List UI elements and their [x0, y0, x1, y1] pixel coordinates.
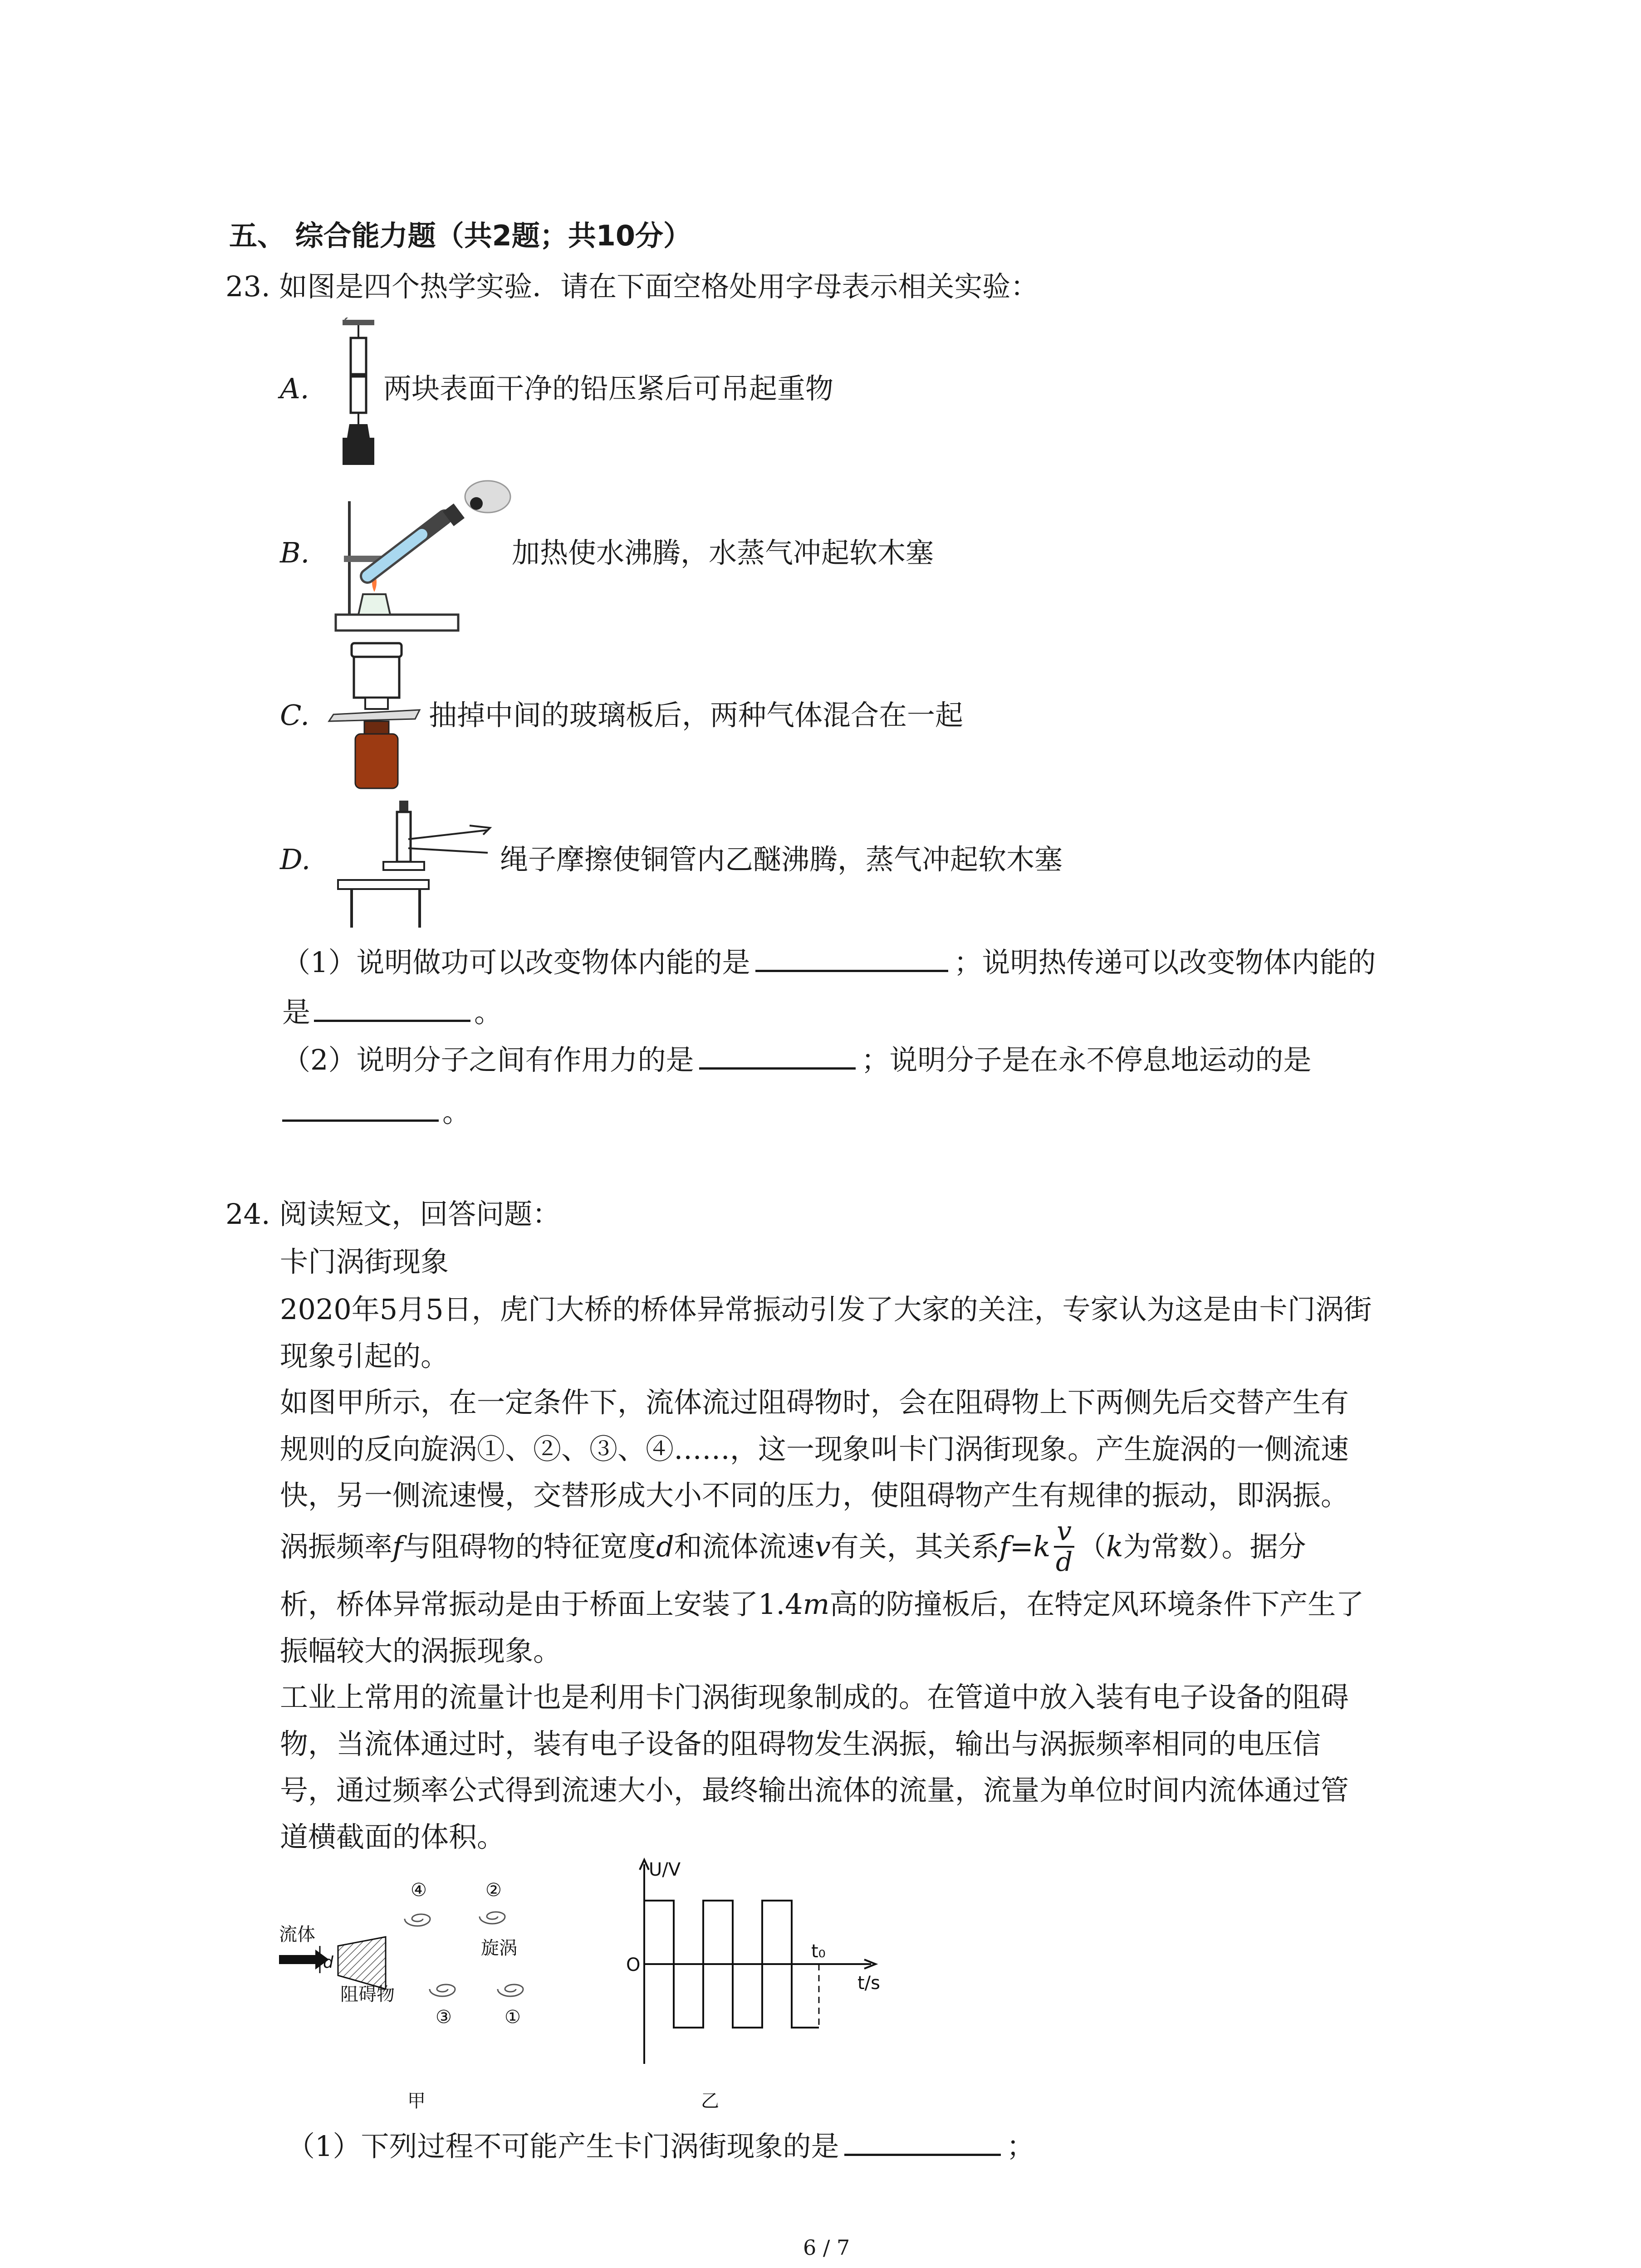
option-c-text: 抽掉中间的玻璃板后，两种气体混合在一起: [429, 699, 964, 732]
vortex-4-label: ④: [411, 1880, 427, 1901]
t0-label: t₀: [811, 1941, 826, 1962]
figure-yi-caption: 乙: [701, 2091, 719, 2112]
p2-l5-b: 高的防撞板后，在特定风环境条件下产生了: [829, 1588, 1364, 1621]
p2-text-a: 涡振频率: [280, 1530, 393, 1563]
q23-sub1-line: [282, 943, 1376, 979]
option-c-letter: C.: [280, 699, 309, 732]
rope-friction-copper-tube-icon: [333, 798, 506, 930]
flow-arrow-icon: [279, 1950, 329, 1970]
obstacle-label: 阻碍物: [340, 1984, 395, 2005]
vortex-3-icon: [430, 1984, 455, 1996]
figure-yi-voltage-square-wave: [617, 1855, 898, 2118]
passage-p2-line5: [280, 1588, 1364, 1621]
fraction-denominator: d: [1056, 1546, 1073, 1577]
vortex-4-icon: [405, 1914, 430, 1926]
y-axis-label: U/V: [649, 1859, 681, 1880]
fluid-label: 流体: [279, 1924, 315, 1945]
x-axis-label: t/s: [857, 1973, 880, 1994]
passage-title: 卡门涡街现象: [280, 1245, 449, 1278]
option-a-letter: A.: [280, 372, 309, 405]
var-k: k: [1106, 1530, 1123, 1563]
vortex-3-label: ③: [436, 2007, 452, 2028]
option-a-text: 两块表面干净的铅压紧后可吊起重物: [383, 372, 834, 405]
unit-m: m: [803, 1588, 830, 1621]
q23-sub1-line2: [282, 993, 502, 1029]
vortex-2-label: ②: [485, 1880, 502, 1901]
q24-sub1-blank[interactable]: [844, 2127, 1001, 2156]
option-d-letter: D.: [280, 843, 311, 876]
q23-sub1-text-b: ；说明热传递可以改变物体内能的: [954, 946, 1376, 979]
formula-equals: =: [1009, 1530, 1034, 1563]
lead-blocks-hanging-weight-icon: [333, 318, 383, 472]
figure-jia-caption: 甲: [407, 2091, 426, 2112]
q23-sub2-blank-force[interactable]: [699, 1041, 856, 1070]
question-24-stem: 24. 阅读短文，回答问题：: [225, 1198, 561, 1231]
passage-p3-line4: 道横截面的体积。: [280, 1820, 505, 1853]
passage-p3-line2: 物，当流体通过时，装有电子设备的阻碍物发生涡振，输出与涡振频率相同的电压信: [280, 1727, 1321, 1760]
passage-p2-line1: 如图甲所示，在一定条件下，流体流过阻碍物时，会在阻碍物上下两侧先后交替产生有: [280, 1386, 1349, 1419]
passage-p1-line2: 现象引起的。: [280, 1339, 449, 1373]
formula-f: f: [999, 1530, 1010, 1563]
q23-sub2-line2: [282, 1093, 470, 1129]
q24-sub1-line: [287, 2127, 1034, 2163]
q23-sub1-text-c: 是: [282, 996, 311, 1029]
passage-p2-line2: 规则的反向旋涡①、②、③、④……，这一现象叫卡门涡街现象。产生旋涡的一侧流速: [280, 1432, 1349, 1466]
vortex-1-icon: [498, 1984, 523, 1996]
passage-p2-line6: 振幅较大的涡振现象。: [280, 1634, 562, 1667]
option-b-letter: B.: [280, 536, 310, 569]
vortex-1-label: ①: [505, 2007, 521, 2028]
fraction-numerator: v: [1054, 1517, 1074, 1548]
passage-p2-line4: [280, 1513, 1306, 1581]
option-b-text: 加热使水沸腾，水蒸气冲起软木塞: [512, 536, 934, 569]
p2-l5-a: 析，桥体异常振动是由于桥面上安装了1.4: [280, 1588, 803, 1621]
gas-jars-diffusion-icon: [324, 640, 433, 794]
option-d-text: 绳子摩擦使铜管内乙醚沸腾，蒸气冲起软木塞: [500, 843, 1063, 876]
q23-sub2-text-b: ；说明分子是在永不停息地运动的是: [861, 1043, 1312, 1076]
page-number: 6 / 7: [803, 2235, 850, 2260]
q23-sub1-end: 。: [474, 996, 503, 1029]
q23-sub2-end: 。: [442, 1095, 471, 1129]
p2-text-e: 有关，其关系: [830, 1530, 999, 1563]
obstacle-shape: [338, 1937, 386, 1989]
question-23-stem: 23. 如图是四个热学实验．请在下面空格处用字母表示相关实验：: [225, 270, 1039, 303]
origin-label: O: [626, 1955, 641, 1975]
q23-sub2-line: [282, 1041, 1311, 1077]
p2-text-g: （: [1078, 1530, 1107, 1563]
q23-sub1-blank-heat[interactable]: [314, 993, 470, 1022]
p2-text-c: 和流体流速: [674, 1530, 815, 1563]
passage-p2-line3: 快，另一侧流速慢，交替形成大小不同的压力，使阻碍物产生有规律的振动，即涡振。: [280, 1479, 1349, 1512]
vortex-label: 旋涡: [481, 1938, 517, 1959]
q23-sub1-text-a: （1）说明做功可以改变物体内能的是: [282, 946, 750, 979]
p2-text-b: 与阻碍物的特征宽度: [402, 1530, 656, 1563]
var-d: d: [656, 1530, 674, 1563]
passage-p1-line1: 2020年5月5日，虎门大桥的桥体异常振动引发了大家的关注，专家认为这是由卡门涡街: [280, 1293, 1372, 1326]
figure-jia-karman-vortex: [272, 1878, 617, 2118]
width-d-label: d: [323, 1953, 333, 1972]
q23-sub1-blank-work[interactable]: [755, 943, 948, 972]
q24-sub1-text: （1）下列过程不可能产生卡门涡街现象的是: [287, 2130, 839, 2163]
q24-sub1-end: ；: [1006, 2130, 1035, 2163]
test-tube-heating-icon: [331, 479, 513, 637]
passage-p3-line1: 工业上常用的流量计也是利用卡门涡街现象制成的。在管道中放入装有电子设备的阻碍: [280, 1681, 1349, 1714]
var-f: f: [392, 1530, 403, 1563]
q23-sub2-blank-motion[interactable]: [282, 1093, 439, 1122]
section-title: 五、 综合能力题（共2题；共10分）: [229, 219, 692, 252]
p2-text-h: 为常数）。据分: [1123, 1530, 1306, 1563]
formula-k: k: [1033, 1530, 1051, 1563]
passage-p3-line3: 号，通过频率公式得到流速大小，最终输出流体的流量，流量为单位时间内流体通过管: [280, 1774, 1349, 1807]
q23-sub2-text-a: （2）说明分子之间有作用力的是: [282, 1043, 694, 1076]
formula-fraction: [1054, 1517, 1074, 1577]
vortex-2-icon: [480, 1912, 505, 1924]
var-v: v: [814, 1530, 831, 1563]
